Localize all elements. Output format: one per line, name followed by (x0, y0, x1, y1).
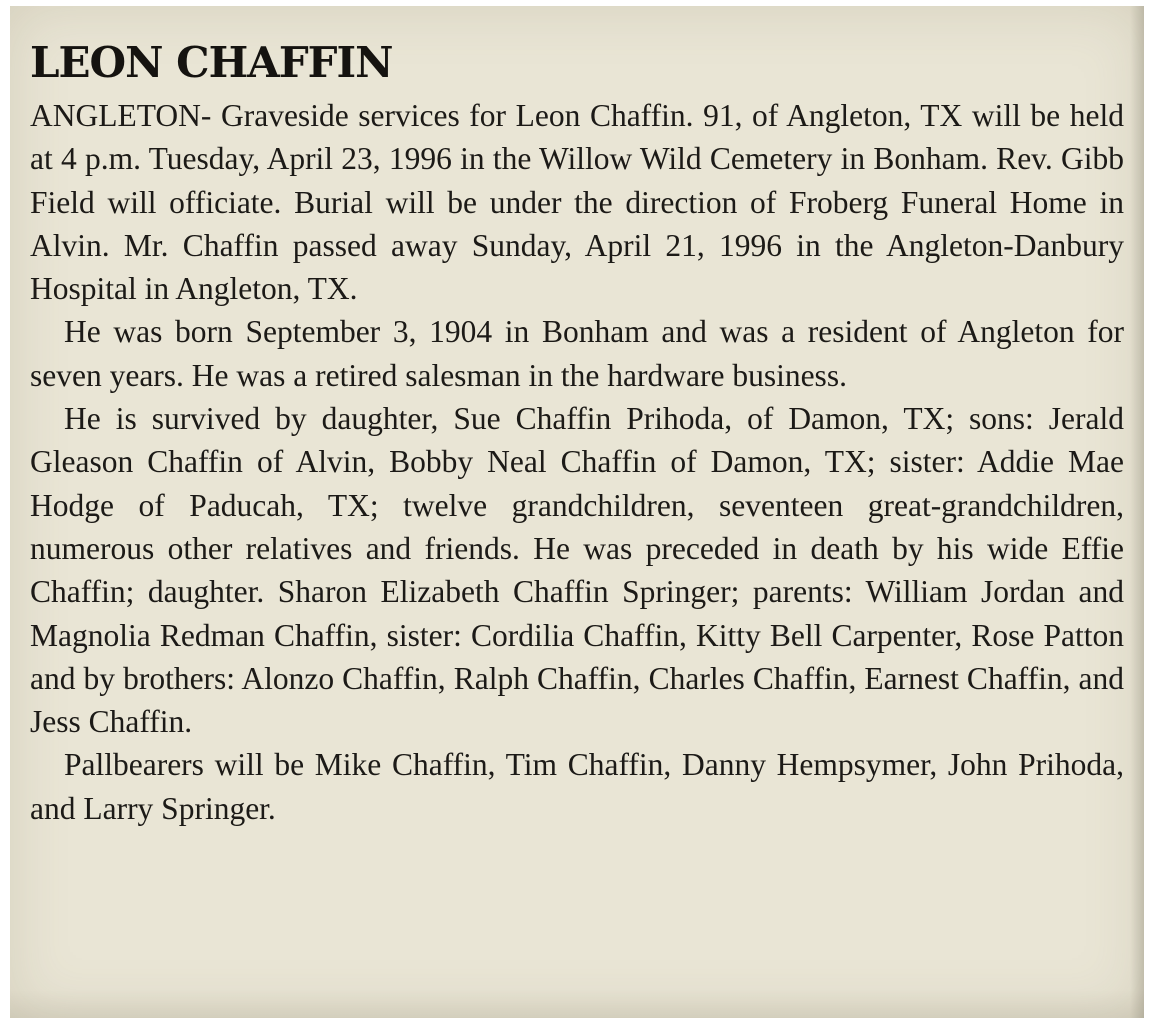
obituary-paragraph-survivors: He is survived by daughter, Sue Chaffin Prihoda, of Damon, TX; sons: Jerald Gleason Chaffin of Alvin, Bobby Neal Chaffin of Damon, TX; sister: Addie Mae Hodge of Paducah, TX; twelve grandchildren, seventeen great-grandchildren, numerous other relatives and friends. He was preceded in death by his wide Effie Chaffin; daughter. Sharon Elizabeth Chaffin Springer; parents: William Jordan and Magnolia Redman Chaffin, sister: Cordilia Chaffin, Kitty Bell Carpenter, Rose Patton and by brothers: Alonzo Chaffin, Ralph Chaffin, Charles Chaffin, Earnest Chaffin, and Jess Chaffin. (30, 401, 1124, 740)
paper-bottom-shade (10, 990, 1144, 1018)
obituary-paragraph-services: ANGLETON- Graveside services for Leon Chaffin. 91, of Angleton, TX will be held at 4 p.m. Tuesday, April 23, 1996 in the Willow Wild Cemetery in Bonham. Rev. Gibb Field will officiate. Burial will be under the direction of Froberg Funeral Home in Alvin. Mr. Chaffin passed away Sunday, April 21, 1996 in the Angleton-Danbury Hospital in Angleton, TX. (30, 98, 1124, 307)
paper-edge-shadow (1130, 6, 1144, 1018)
obituary-paragraph-biography: He was born September 3, 1904 in Bonham and was a resident of Angleton for seven years. He was a retired salesman in the hardware business. (30, 314, 1124, 393)
newspaper-clipping (10, 6, 1144, 1018)
obituary-headline: LEON CHAFFIN (30, 38, 393, 87)
obituary-paragraph-pallbearers: Pallbearers will be Mike Chaffin, Tim Chaffin, Danny Hempsymer, John Prihoda, and Larry Springer. (30, 747, 1124, 826)
obituary-article (30, 34, 1124, 830)
